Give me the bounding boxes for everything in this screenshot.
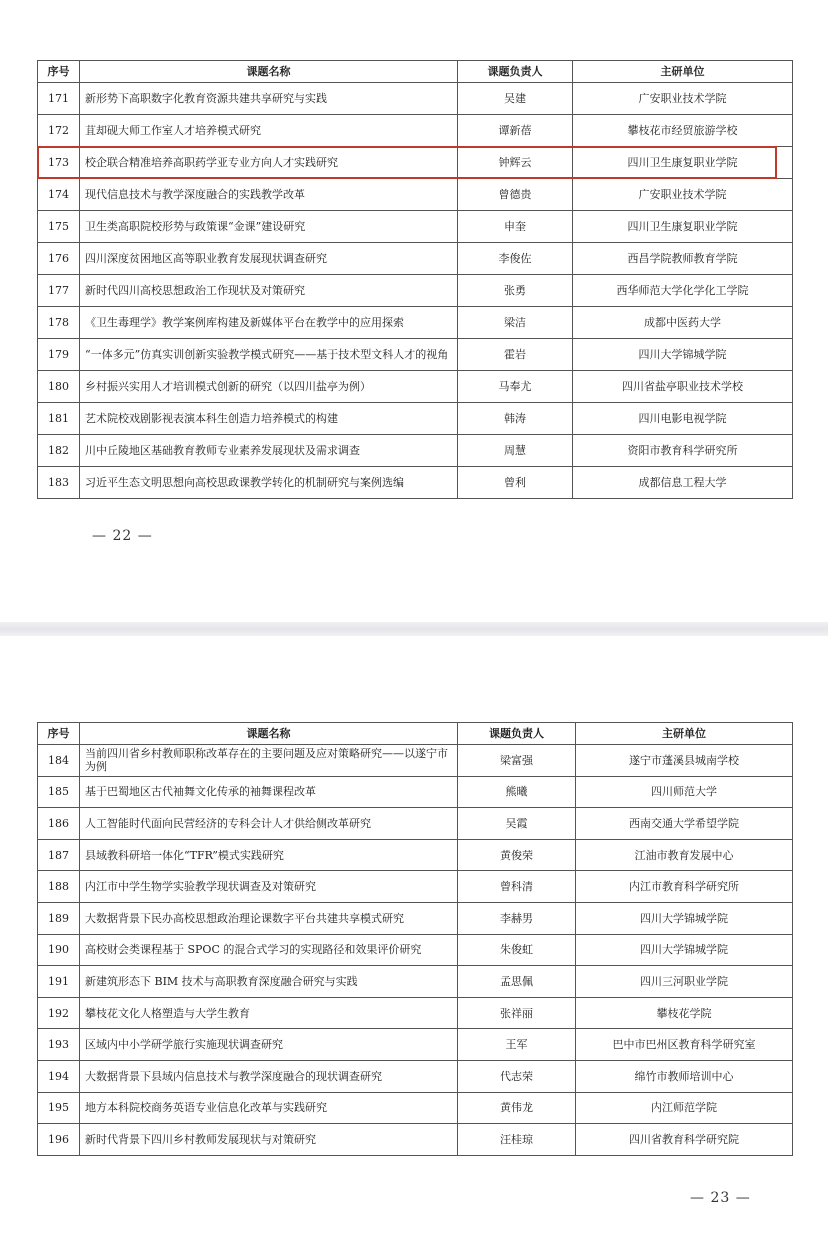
row-number: 184 (38, 745, 80, 777)
project-title: 人工智能时代面向民营经济的专科会计人才供给侧改革研究 (80, 808, 458, 840)
research-unit: 成都中医药大学 (573, 307, 793, 339)
project-leader: 熊曦 (458, 776, 576, 808)
page-number: — 23 — (690, 1190, 751, 1206)
table-row (38, 403, 793, 435)
research-unit: 四川师范大学 (576, 776, 793, 808)
research-unit: 江油市教育发展中心 (576, 839, 793, 871)
header-no: 序号 (38, 723, 80, 745)
research-unit: 资阳市教育科学研究所 (573, 435, 793, 467)
row-number: 187 (38, 839, 80, 871)
table-row (38, 934, 793, 966)
project-leader: 钟辉云 (458, 147, 573, 179)
row-number: 178 (38, 307, 80, 339)
header-unit: 主研单位 (576, 723, 793, 745)
research-unit: 广安职业技术学院 (573, 83, 793, 115)
row-number: 173 (38, 147, 80, 179)
document-page-22 (0, 0, 828, 622)
project-table-page-22 (37, 60, 793, 499)
research-unit: 四川卫生康复职业学院 (573, 147, 793, 179)
research-unit: 四川大学锦城学院 (573, 339, 793, 371)
project-leader: 孟思佩 (458, 966, 576, 998)
row-number: 176 (38, 243, 80, 275)
research-unit: 四川卫生康复职业学院 (573, 211, 793, 243)
project-leader: 王军 (458, 1029, 576, 1061)
table-header-row (38, 723, 793, 745)
project-leader: 曾德贵 (458, 179, 573, 211)
project-leader: 吴建 (458, 83, 573, 115)
row-number: 191 (38, 966, 80, 998)
row-number: 174 (38, 179, 80, 211)
row-number: 182 (38, 435, 80, 467)
project-leader: 黄俊荣 (458, 839, 576, 871)
page-separator (0, 622, 828, 636)
table-header-row (38, 61, 793, 83)
project-title: 新时代背景下四川乡村教师发展现状与对策研究 (80, 1124, 458, 1156)
project-leader: 李赫男 (458, 902, 576, 934)
project-title: 区域内中小学研学旅行实施现状调查研究 (80, 1029, 458, 1061)
row-number: 175 (38, 211, 80, 243)
project-title: 乡村振兴实用人才培训模式创新的研究（以四川盐亭为例） (80, 371, 458, 403)
project-leader: 张勇 (458, 275, 573, 307)
project-title: 四川深度贫困地区高等职业教育发展现状调查研究 (80, 243, 458, 275)
row-number: 190 (38, 934, 80, 966)
row-number: 172 (38, 115, 80, 147)
header-title: 课题名称 (80, 723, 458, 745)
research-unit: 遂宁市蓬溪县城南学校 (576, 745, 793, 777)
row-number: 183 (38, 467, 80, 499)
table-row (38, 1060, 793, 1092)
research-unit: 西南交通大学希望学院 (576, 808, 793, 840)
header-leader: 课题负责人 (458, 723, 576, 745)
project-leader: 曾利 (458, 467, 573, 499)
table-row (38, 339, 793, 371)
project-title: 川中丘陵地区基础教育教师专业素养发展现状及需求调查 (80, 435, 458, 467)
project-title: 大数据背景下县域内信息技术与教学深度融合的现状调查研究 (80, 1060, 458, 1092)
project-title: 《卫生毒理学》教学案例库构建及新媒体平台在教学中的应用探索 (80, 307, 458, 339)
project-title: 大数据背景下民办高校思想政治理论课数字平台共建共享模式研究 (80, 902, 458, 934)
row-number: 194 (38, 1060, 80, 1092)
table-row (38, 745, 793, 777)
research-unit: 广安职业技术学院 (573, 179, 793, 211)
project-leader: 曾科清 (458, 871, 576, 903)
project-title: 基于巴蜀地区古代袖舞文化传承的袖舞课程改革 (80, 776, 458, 808)
header-no: 序号 (38, 61, 80, 83)
research-unit: 攀枝花学院 (576, 997, 793, 1029)
research-unit: 攀枝花市经贸旅游学校 (573, 115, 793, 147)
table-row (38, 307, 793, 339)
table-row (38, 371, 793, 403)
project-title: 县域教科研培一体化“TFR”模式实践研究 (80, 839, 458, 871)
row-number: 177 (38, 275, 80, 307)
project-title: 现代信息技术与教学深度融合的实践教学改革 (80, 179, 458, 211)
research-unit: 四川电影电视学院 (573, 403, 793, 435)
row-number: 188 (38, 871, 80, 903)
row-number: 192 (38, 997, 80, 1029)
header-unit: 主研单位 (573, 61, 793, 83)
project-leader: 韩涛 (458, 403, 573, 435)
table-row (38, 997, 793, 1029)
research-unit: 四川省教育科学研究院 (576, 1124, 793, 1156)
table-row (38, 435, 793, 467)
table-row (38, 808, 793, 840)
table-row (38, 839, 793, 871)
project-title: 新建筑形态下 BIM 技术与高职教育深度融合研究与实践 (80, 966, 458, 998)
project-title: 校企联合精准培养高职药学亚专业方向人才实践研究 (80, 147, 458, 179)
row-number: 195 (38, 1092, 80, 1124)
header-title: 课题名称 (80, 61, 458, 83)
row-number: 193 (38, 1029, 80, 1061)
table-row (38, 1092, 793, 1124)
research-unit: 四川大学锦城学院 (576, 902, 793, 934)
project-title: 习近平生态文明思想向高校思政课教学转化的机制研究与案例选编 (80, 467, 458, 499)
project-leader: 黄伟龙 (458, 1092, 576, 1124)
header-leader: 课题负责人 (458, 61, 573, 83)
table-row (38, 966, 793, 998)
project-leader: 张祥丽 (458, 997, 576, 1029)
table-row (38, 211, 793, 243)
row-number: 181 (38, 403, 80, 435)
research-unit: 西华师范大学化学化工学院 (573, 275, 793, 307)
table-row (38, 115, 793, 147)
project-title: 当前四川省乡村教师职称改革存在的主要问题及应对策略研究——以遂宁市为例 (80, 745, 458, 777)
project-leader: 汪桂琼 (458, 1124, 576, 1156)
row-number: 185 (38, 776, 80, 808)
table-row (38, 179, 793, 211)
research-unit: 内江师范学院 (576, 1092, 793, 1124)
project-title: 地方本科院校商务英语专业信息化改革与实践研究 (80, 1092, 458, 1124)
table-row (38, 871, 793, 903)
research-unit: 四川大学锦城学院 (576, 934, 793, 966)
research-unit: 绵竹市教师培训中心 (576, 1060, 793, 1092)
table-row (38, 83, 793, 115)
project-title: 卫生类高职院校形势与政策课“金课”建设研究 (80, 211, 458, 243)
table-row (38, 147, 793, 179)
project-leader: 吴霞 (458, 808, 576, 840)
project-leader: 李俊佐 (458, 243, 573, 275)
table-row (38, 1029, 793, 1061)
project-title: 艺术院校戏剧影视表演本科生创造力培养模式的构建 (80, 403, 458, 435)
project-title: “一体多元”仿真实训创新实验教学模式研究——基于技术型文科人才的视角 (80, 339, 458, 371)
project-leader: 朱俊虹 (458, 934, 576, 966)
project-leader: 周慧 (458, 435, 573, 467)
research-unit: 四川三河职业学院 (576, 966, 793, 998)
project-leader: 申奎 (458, 211, 573, 243)
row-number: 171 (38, 83, 80, 115)
project-title: 苴却砚大师工作室人才培养模式研究 (80, 115, 458, 147)
table-row (38, 1124, 793, 1156)
project-title: 高校财会类课程基于 SPOC 的混合式学习的实现路径和效果评价研究 (80, 934, 458, 966)
row-number: 196 (38, 1124, 80, 1156)
project-leader: 霍岩 (458, 339, 573, 371)
research-unit: 巴中市巴州区教育科学研究室 (576, 1029, 793, 1061)
research-unit: 西昌学院教师教育学院 (573, 243, 793, 275)
row-number: 180 (38, 371, 80, 403)
project-title: 新形势下高职数字化教育资源共建共享研究与实践 (80, 83, 458, 115)
table-row (38, 275, 793, 307)
row-number: 189 (38, 902, 80, 934)
table-row (38, 243, 793, 275)
research-unit: 成都信息工程大学 (573, 467, 793, 499)
project-leader: 梁富强 (458, 745, 576, 777)
project-title: 内江市中学生物学实验教学现状调查及对策研究 (80, 871, 458, 903)
table-row (38, 902, 793, 934)
page-number: — 22 — (92, 528, 153, 544)
project-title: 新时代四川高校思想政治工作现状及对策研究 (80, 275, 458, 307)
table-row (38, 467, 793, 499)
research-unit: 内江市教育科学研究所 (576, 871, 793, 903)
project-leader: 谭新蓓 (458, 115, 573, 147)
project-title: 攀枝花文化人格塑造与大学生教育 (80, 997, 458, 1029)
project-table-page-23 (37, 722, 793, 1156)
project-leader: 马奉尤 (458, 371, 573, 403)
project-leader: 梁洁 (458, 307, 573, 339)
project-leader: 代志荣 (458, 1060, 576, 1092)
row-number: 179 (38, 339, 80, 371)
row-number: 186 (38, 808, 80, 840)
table-row (38, 776, 793, 808)
research-unit: 四川省盐亭职业技术学校 (573, 371, 793, 403)
